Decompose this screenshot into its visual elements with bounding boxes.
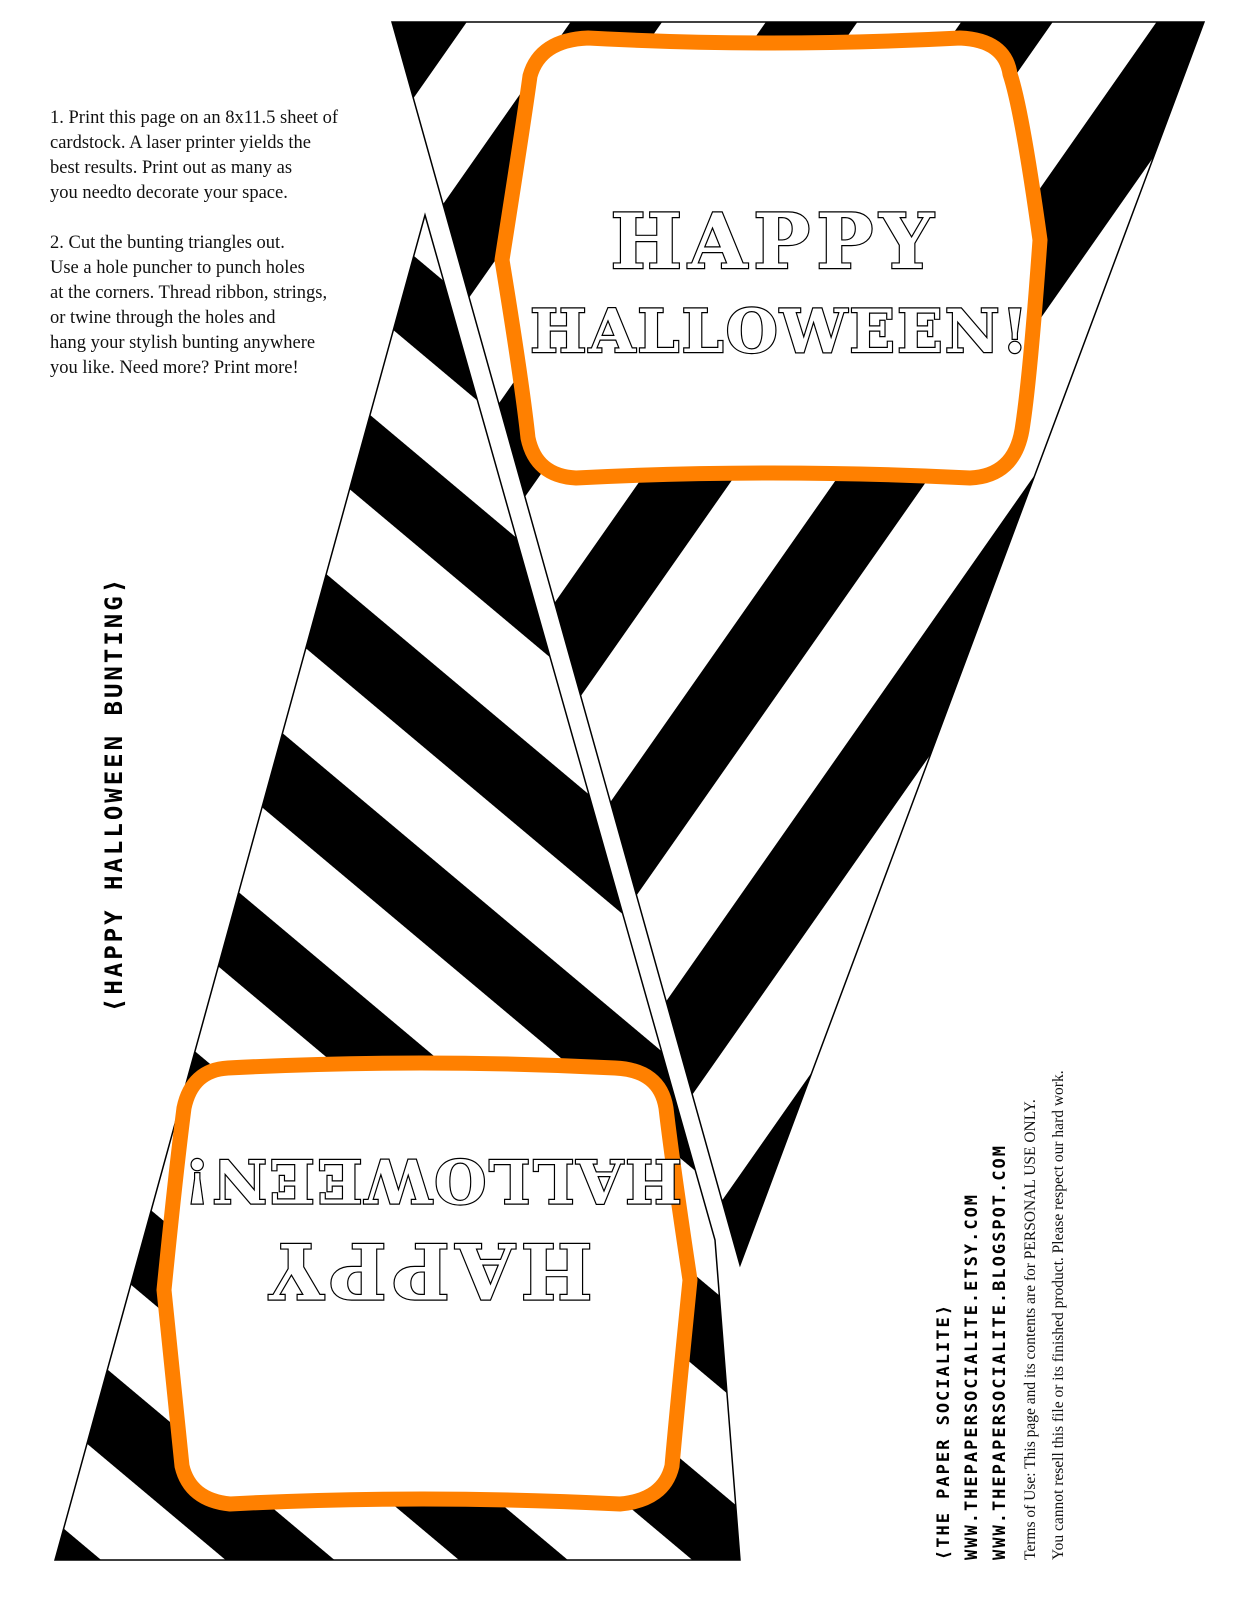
instructions	[50, 106, 430, 406]
brand-name: ⟨THE PAPER SOCIALITE⟩	[934, 1303, 954, 1560]
terms-of-use-2: You cannot resell this file or its finished product. Please respect our hard work.	[1050, 1070, 1067, 1560]
label-bottom-line2: HALLOWEEN!	[182, 1145, 682, 1215]
credits-block	[930, 820, 1070, 1560]
etsy-url: WWW.THEPAPERSOCIALITE.ETSY.COM	[962, 1192, 982, 1560]
instruction-step-2: 2. Cut the bunting triangles out. Use a hole puncher to punch holes at the corners. Thread ribbon, strings, or twine through the holes and hang your stylish bunting anywhere you like. Need more? Print more!	[50, 233, 328, 378]
label-bottom	[164, 1063, 690, 1504]
terms-of-use-1: Terms of Use: This page and its contents are for PERSONAL USE ONLY.	[1022, 1099, 1039, 1560]
label-top-line2: HALLOWEEN!	[530, 297, 1030, 367]
label-top-line1: HAPPY	[610, 197, 940, 286]
instruction-step-1: 1. Print this page on an 8x11.5 sheet of cardstock. A laser printer yields the best results. Print out as many as you needto decorate your space.	[50, 108, 339, 203]
label-top	[502, 38, 1040, 478]
vertical-title: ⟨HAPPY HALLOWEEN BUNTING⟩	[100, 575, 128, 1013]
blog-url: WWW.THEPAPERSOCIALITE.BLOGSPOT.COM	[990, 1144, 1010, 1560]
label-bottom-line1: HAPPY	[263, 1226, 593, 1315]
